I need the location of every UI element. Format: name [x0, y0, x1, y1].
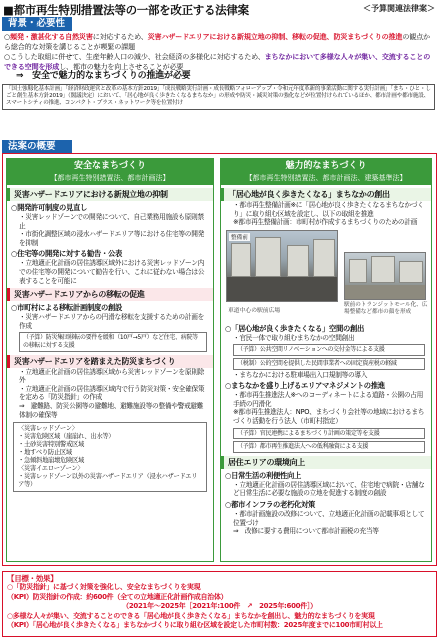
background-paragraph-1: ○頻発・激甚化する自然災害に対応するため、災害ハザードエリアにおける新規立地の抑制、移転の促進、防災まちづくりの推進の観点から総合的な対策を講じることが喫緊の課題 — [4, 32, 430, 51]
kpi-line: （KPI）「居心地が良く歩きたくなる」まちなかづくりに取り組む区域を設定した市町村数：2025年度までに100市町村以上 — [7, 621, 383, 630]
legend-item: ・土砂災害特別警戒区域 — [18, 441, 84, 449]
area-management-subtitle: ○まちなかを盛り上げるエリアマネジメントの推進 — [225, 381, 385, 391]
budget-note: （予算）防災集団移転の要件を緩和（10戸→5戸）など住宅、病院等の移転に対する支援 — [19, 332, 207, 351]
list-item: ・立地適正化計画の居住誘導区域外における災害レッドゾーン内での住宅等の開発について勧告を行い、これに従わない場合は公表することを可能に — [19, 259, 205, 285]
walkable-town-title: 「居心地が良く歩きたくなる」まちなかの創出 — [221, 188, 431, 201]
overview-section — [2, 153, 437, 566]
budget-related-tag: ＜予算関連法律案＞ — [363, 4, 435, 13]
daily-life-subtitle: ○日常生活の利便性向上 — [225, 470, 302, 480]
before-label: 整備前 — [231, 234, 248, 241]
goal-line: ○「防災指針」に基づく対策を強化し、安全なまちづくりを実現 — [7, 583, 201, 592]
station-photos — [226, 230, 426, 322]
tax-note: （税制）公的空間を提供した民間事業者への固定資産税の軽減 — [233, 358, 425, 370]
list-item: ・立地適正化計画の居住誘導区域内で行う防災対策・安全確保策を定める「防災指針」の作成 — [19, 384, 205, 402]
infrastructure-subtitle: ○都市インフラの老朽化対策 — [225, 499, 316, 509]
safe-town-column — [6, 158, 214, 562]
before-caption: 車道中心の駅前広場 — [228, 307, 281, 314]
list-item: ・災害ハザードエリアからの円滑な移転を支援するための計画を作成 — [19, 313, 204, 330]
budget-note: （予算）官民連携によるまちづくり計画の策定等を支援 — [233, 428, 425, 440]
attractive-town-column — [220, 158, 432, 562]
disaster-prevention-title: 災害ハザードエリアを踏まえた防災まちづくり — [7, 355, 213, 368]
list-item: ※都市再生整備計画：市町村が作成するまちづくりのための計画 — [233, 218, 418, 227]
development-permit-subtitle: ○開発許可制度の見直し — [11, 203, 88, 212]
safe-town-heading: 安全なまちづくり — [7, 159, 213, 174]
goals-title: 【目標・効果】 — [7, 574, 58, 583]
legend-item: ・地すべり防止区域 — [18, 449, 72, 457]
budget-note: （予算）公共空間リノベーションへの交付金等による支援 — [233, 344, 425, 356]
budget-note: （予算）都市再生推進法人への低利融資による支援 — [233, 441, 425, 453]
legend-item: ・急傾斜地崩壊危険区域 — [18, 457, 84, 465]
list-item: ※都市再生推進法人：NPO、まちづくり会社等の地域におけるまちづくり活動を行う法人（市町村指定） — [233, 408, 425, 425]
list-item: ・立地適正化計画の居住誘導区域において、住宅地で病院・店舗など日常生活に必要な施設の立地を促進する制度の創設 — [233, 480, 425, 498]
goals-and-effects — [2, 571, 437, 637]
list-item: ・市街化調整区域の浸水ハザードエリア等における住宅等の開発を抑制 — [19, 230, 204, 247]
attractive-town-heading: 魅力的なまちづくり — [221, 159, 431, 174]
after-caption: 駅前のトランジットモール化、広場整備など都市の顔を形成 — [344, 301, 428, 315]
attractive-town-laws: 【都市再生特別措置法、都市計画法、建築基準法】 — [221, 174, 431, 185]
list-item: ・災害レッドゾーンでの開発について、自己業務用施設も原則禁止 — [19, 213, 204, 230]
legend-item: ・災害レッドゾーン以外の災害ハザードエリア（浸水ハザードエリア等） — [18, 473, 198, 489]
legend-item: 〈災害イエローゾーン〉 — [18, 465, 84, 473]
hazard-restriction-title: 災害ハザードエリアにおける新規立地の抑制 — [7, 188, 213, 201]
station-before-photo — [226, 230, 338, 302]
list-item: ・都市再生推進法人※へのコーディネートによる道路・公園の占用手続の円滑化 — [233, 391, 424, 408]
background-section — [2, 32, 435, 135]
list-item: ⇒ 避難路、防災公園等の避難地、避難施設等の整備や警戒避難体制の確保等 — [19, 401, 204, 419]
goal-line: ○多様な人々が集い、交流することのできる「居心地が良く歩きたくなる」まちなかを創出し、魅力的なまちづくりを実現 — [7, 611, 375, 620]
list-item: ・官民一体で取り組むまちなかの空間創出 — [233, 333, 355, 342]
background-section-label: 背景・必要性 — [2, 17, 72, 31]
background-paragraph-2: ○こうした取組に併せて、生産年齢人口の減少、社会経済の多様化に対応するため、まちなかにおいて多様な人々が集い、交流することのできる空間を形成し、都市の魅力を向上させることが必要 — [4, 52, 431, 71]
residential-environment-title: 居住エリアの環境向上 — [221, 456, 431, 469]
station-after-photo — [344, 252, 426, 300]
safe-town-laws: 【都市再生特別措置法、都市計画法】 — [7, 174, 213, 185]
legend-item: ・災害危険区域（崖崩れ、出水等） — [18, 433, 115, 441]
background-conclusion: ⇒ 安全で魅力的なまちづくりの推進が必要 — [16, 71, 191, 82]
list-item: ・立地適正化計画の居住誘導区域から災害レッドゾーンを原則除外 — [19, 367, 205, 385]
list-item: ・都市計画施設の改修について、立地適正化計画の記載事項として位置づけ — [233, 509, 425, 527]
legend-item: 〈災害レッドゾーン〉 — [18, 425, 78, 433]
list-item: ・まちなかにおける駐車場出入口規制等の導入 — [233, 370, 368, 379]
overview-section-label: 法案の概要 — [2, 140, 72, 154]
list-item: ⇒ 改修に要する費用について都市計画税の充当等 — [233, 527, 379, 536]
relocation-title: 災害ハザードエリアからの移転の促進 — [7, 288, 213, 301]
hazard-zone-legend — [13, 422, 207, 492]
kpi-timeline: （2021年〜2025年［2021年:100件 ↗ 2025年:600件］） — [122, 602, 317, 611]
relocation-plan-subtitle: ○市町村による移転計画制度の創設 — [11, 303, 123, 313]
space-creation-subtitle: ○「居心地が良く歩きたくなる」空間の創出 — [225, 323, 365, 333]
kpi-line: （KPI）防災指針の作成：約600件（全ての立地適正化計画作成自治体） — [7, 592, 228, 601]
page-title: ■都市再生特別措置法等の一部を改正する法律案 — [3, 3, 249, 17]
recommendation-subtitle: ○住宅等の開発に対する勧告・公表 — [11, 249, 123, 259]
policy-reference-box: 「国土強靱化基本計画」「経済財政運営と改革の基本方針2019」「成長戦略実行計画・成長戦略フォローアップ・令和元年度革新的事業活動に関する実行計画」「まち・ひと・しごと創生基本方針2019」（閣議決定）において、「居心地が良く歩きたくなるまちなか」の形成や防災・減災対策の強化などが位置付けられているほか、都市計画や都市施設、スマートシティの推進、コンパクト・プラス・ネットワーク等を位置付け — [2, 84, 435, 110]
list-item: ・都市再生整備計画※に「居心地が良く歩きたくなるまちなかづくり」に取り組む区域を設定し、以下の取組を推進 — [233, 201, 424, 218]
